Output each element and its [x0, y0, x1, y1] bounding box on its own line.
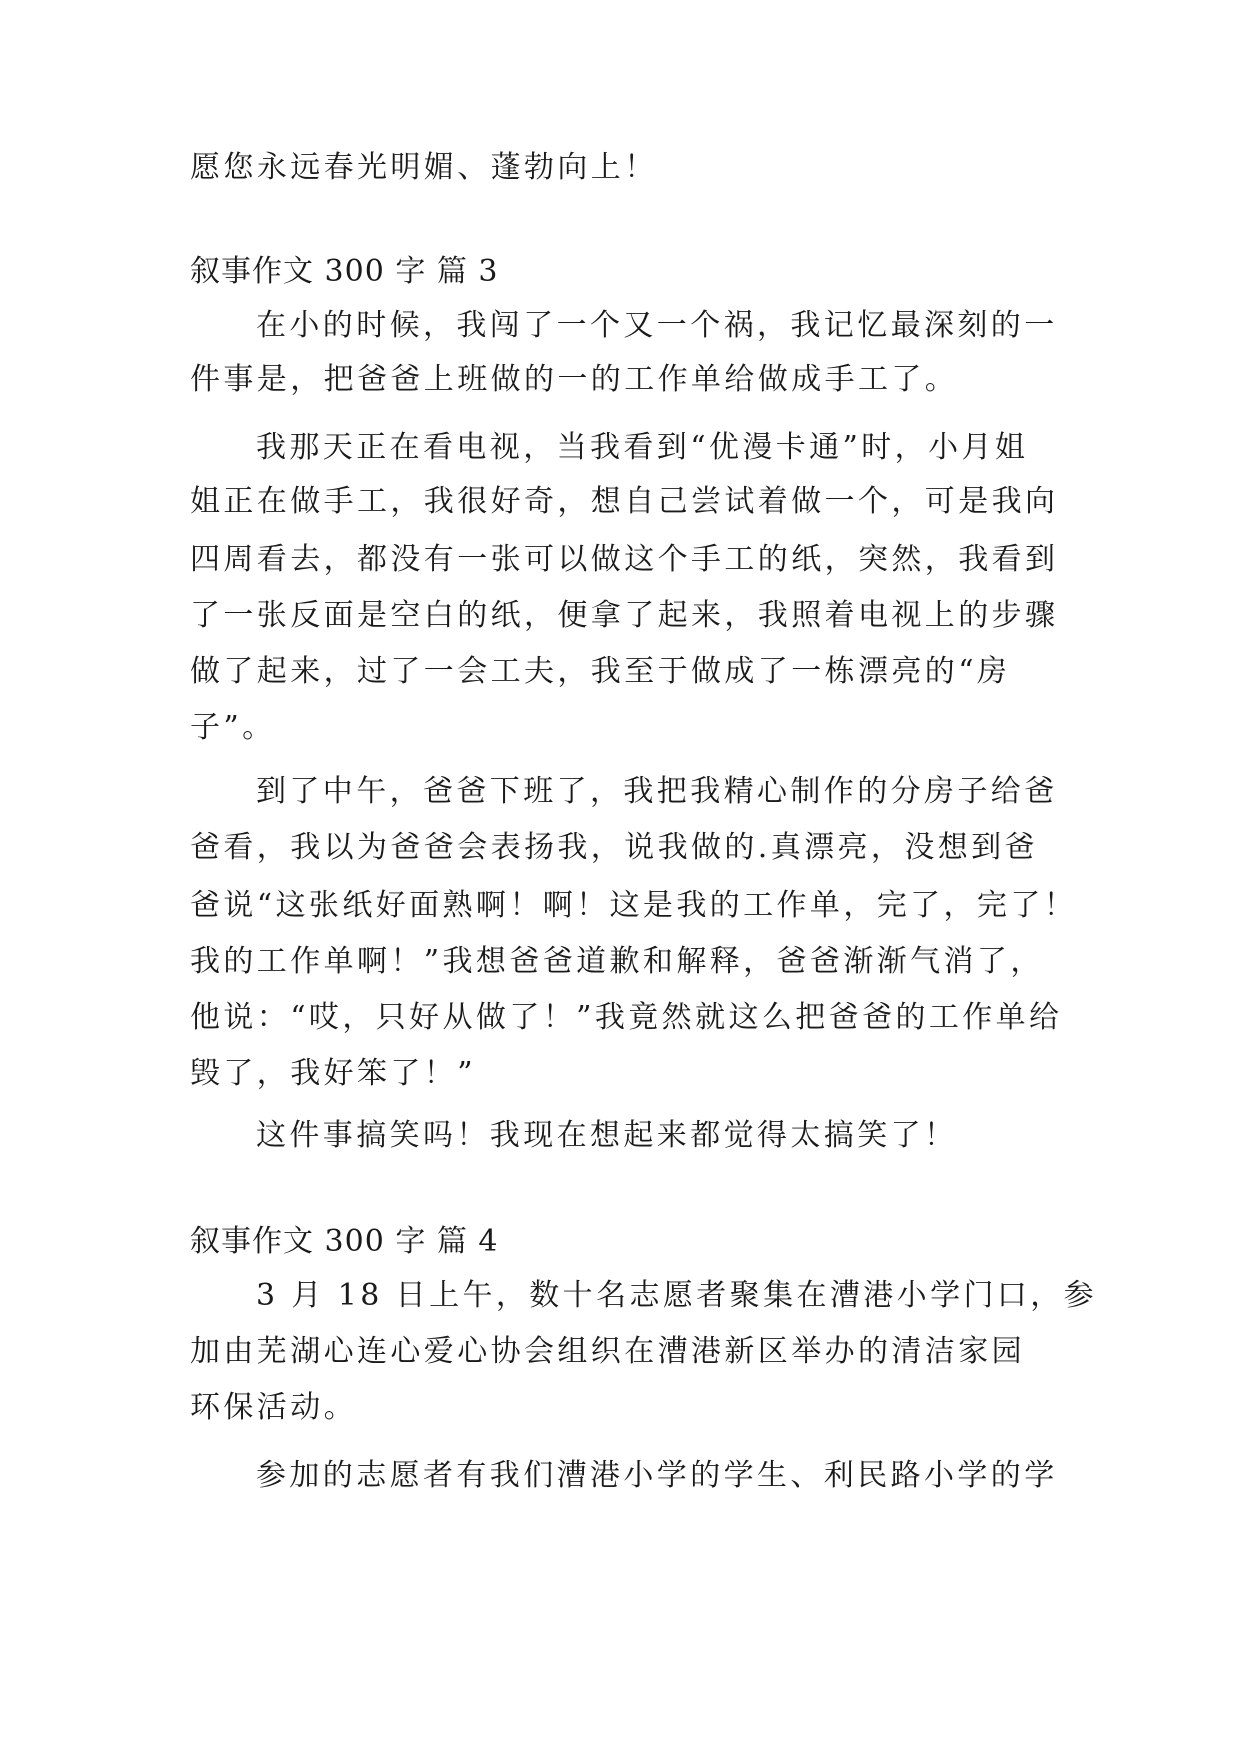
paragraph-line: 四周看去，都没有一张可以做这个手工的纸，突然，我看到: [190, 542, 1059, 577]
paragraph-line: 参加的志愿者有我们漕港小学的学生、利民路小学的学: [256, 1458, 1058, 1493]
paragraph-line: 在小的时候，我闯了一个又一个祸，我记忆最深刻的一: [256, 308, 1058, 343]
paragraph-line: 我那天正在看电视，当我看到“优漫卡通”时，小月姐: [256, 430, 1029, 465]
closing-line: 愿您永远春光明媚、蓬勃向上！: [190, 150, 658, 185]
paragraph-line: 爸说“这张纸好面熟啊！啊！这是我的工作单，完了，完了！: [190, 888, 1078, 923]
paragraph-line: 环保活动。: [190, 1390, 357, 1425]
section-3-heading: 叙事作文 300 字 篇 3: [190, 254, 499, 289]
section-4-heading: 叙事作文 300 字 篇 4: [190, 1224, 499, 1259]
paragraph-line: 我的工作单啊！”我想爸爸道歉和解释，爸爸渐渐气消了，: [190, 944, 1044, 979]
paragraph-line: 姐正在做手工，我很好奇，想自己尝试着做一个，可是我向: [190, 484, 1059, 519]
paragraph-line: 他说：“哎，只好从做了！”我竟然就这么把爸爸的工作单给: [190, 1000, 1063, 1035]
paragraph-line: 件事是，把爸爸上班做的一的工作单给做成手工了。: [190, 362, 959, 397]
paragraph-line: 毁了，我好笨了！”: [190, 1056, 476, 1091]
paragraph-line: 加由芜湖心连心爱心协会组织在漕港新区举办的清洁家园: [190, 1334, 1025, 1369]
paragraph-line: 爸看，我以为爸爸会表扬我，说我做的.真漂亮，没想到爸: [190, 830, 1038, 865]
paragraph-line: 子”。: [190, 710, 276, 745]
paragraph-line: 3 月 18 日上午，数十名志愿者聚集在漕港小学门口，参: [256, 1278, 1098, 1313]
paragraph-line: 到了中午，爸爸下班了，我把我精心制作的分房子给爸: [256, 774, 1058, 809]
paragraph-line: 这件事搞笑吗！我现在想起来都觉得太搞笑了！: [256, 1118, 958, 1153]
paragraph-line: 做了起来，过了一会工夫，我至于做成了一栋漂亮的“房: [190, 654, 1011, 689]
paragraph-line: 了一张反面是空白的纸，便拿了起来，我照着电视上的步骤: [190, 598, 1059, 633]
